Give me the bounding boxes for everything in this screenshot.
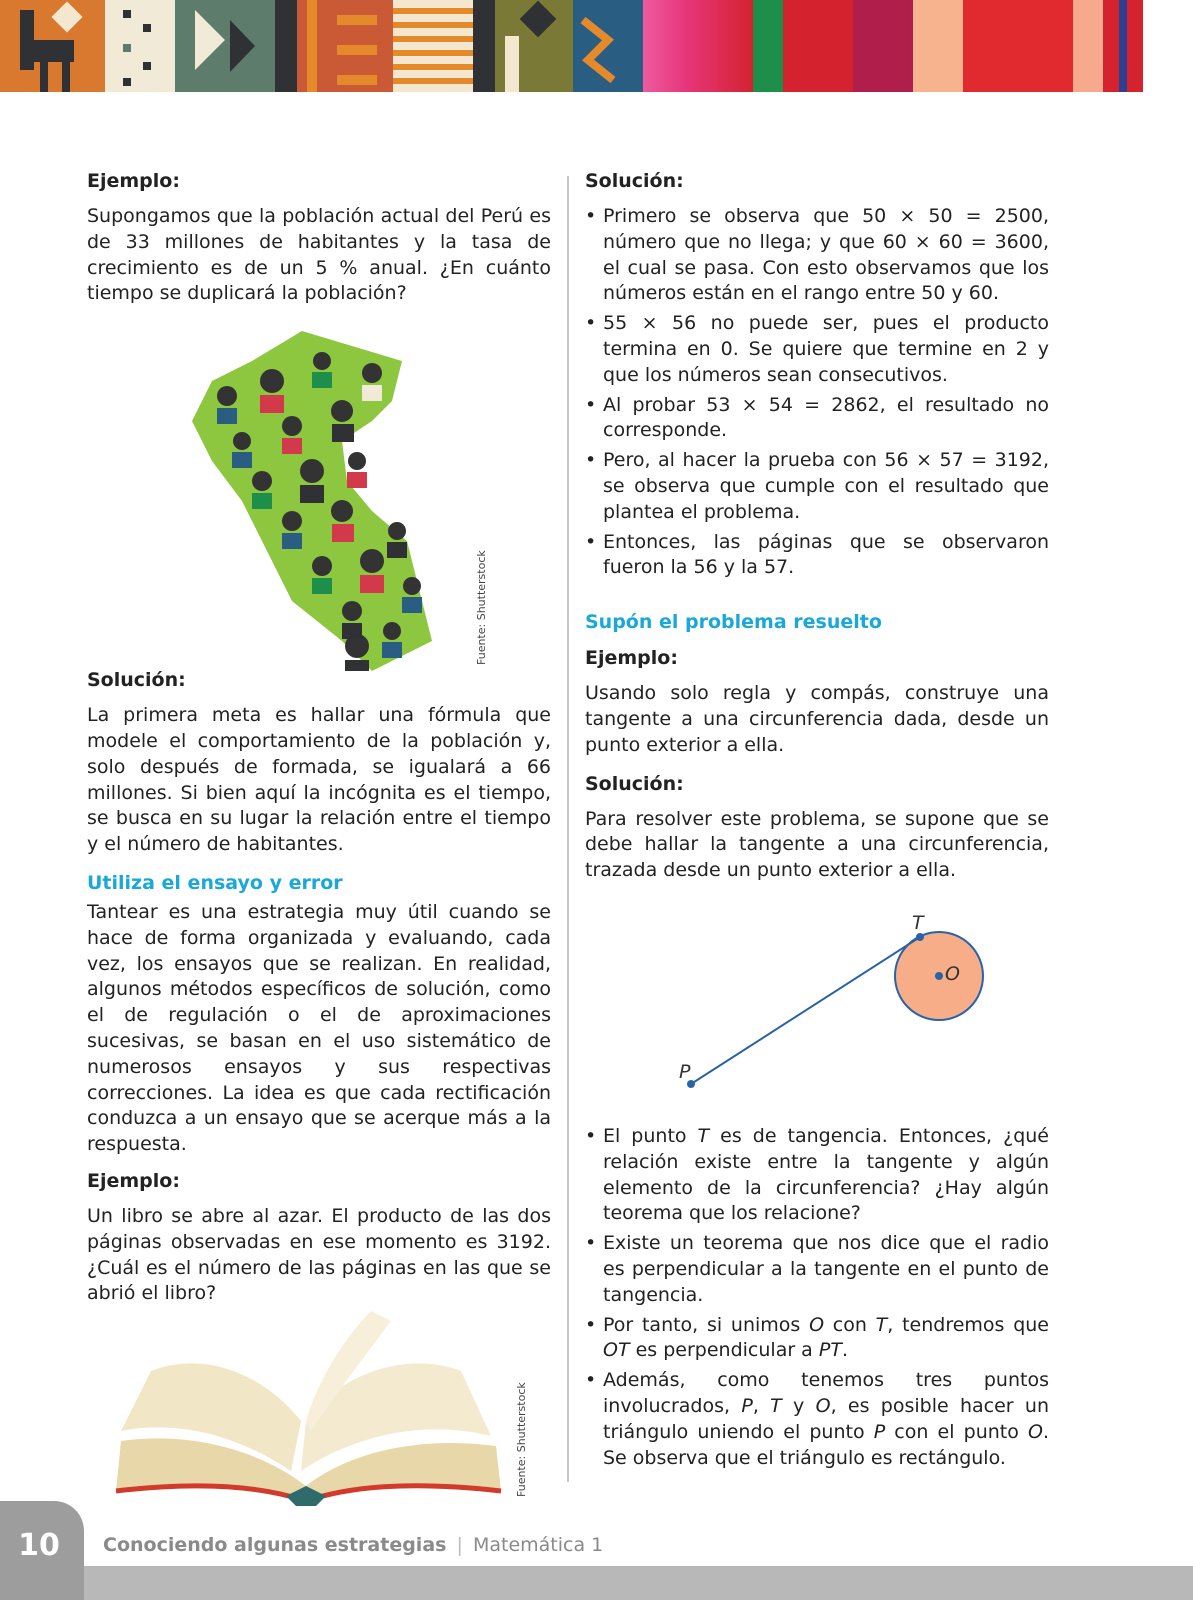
banner-stripe <box>1073 0 1103 92</box>
list-item: • Al probar 53 × 54 = 2862, el resultado no corresponde. <box>585 393 1049 445</box>
image-credit: Fuente: Shutterstock <box>475 550 488 666</box>
example-text: Supongamos que la población actual del Perú es de 33 millones de habitantes y la tasa de crecimiento es de un 5 % anual. ¿En cuánto tiempo se duplicará la población? <box>87 205 551 305</box>
solution-list <box>585 204 1049 581</box>
banner-stripe <box>753 0 783 92</box>
label-P: P <box>679 1060 691 1083</box>
banner-stripe <box>175 0 275 92</box>
footer-bar <box>0 1566 1193 1600</box>
footer-separator: | <box>456 1534 463 1556</box>
column-divider <box>567 176 569 1482</box>
banner-stripe <box>643 0 753 92</box>
right-column <box>585 168 1049 1471</box>
solution-heading: Solución: <box>585 170 684 192</box>
banner-stripe <box>495 0 573 92</box>
example-heading: Ejemplo: <box>585 647 678 670</box>
explanation-list <box>585 1124 1049 1471</box>
banner-stripe <box>393 0 473 92</box>
list-item: • 55 × 56 no puede ser, pues el producto termina en 0. Se quiere que termine en 2 y que los números sean consecutivos. <box>585 311 1049 388</box>
section-title: Supón el problema resuelto <box>585 611 882 634</box>
banner-stripe <box>963 0 1073 92</box>
banner-stripe <box>297 0 393 92</box>
image-credit: Fuente: Shutterstock <box>515 1382 528 1498</box>
list-item: • Por tanto, si unimos O con T, tendremos que OT es perpendicular a PT. <box>585 1313 1049 1365</box>
label-O: O <box>945 962 960 985</box>
example-text: Un libro se abre al azar. El producto de las dos páginas observadas en ese momento es 3192. ¿Cuál es el número de las páginas en las que se abrió el libro? <box>87 1204 551 1305</box>
list-item: • Primero se observa que 50 × 50 = 2500, número que no llega; y que 60 × 60 = 3600, el cual se pasa. Con esto observamos que los números están en el rango entre 50 y 60. <box>585 204 1049 307</box>
page-number: 10 <box>18 1528 60 1563</box>
label-T: T <box>912 911 924 934</box>
section-title: Utiliza el ensayo y error <box>87 871 343 894</box>
banner-stripe <box>473 0 495 92</box>
example-text: Usando solo regla y compás, construye una tangente a una circunferencia dada, desde un punto exterior a ella. <box>585 682 1049 756</box>
banner-stripe <box>1103 0 1143 92</box>
left-column <box>87 168 551 1507</box>
point-T <box>916 933 924 941</box>
banner-stripe <box>0 0 105 92</box>
banner-stripe <box>275 0 297 92</box>
banner-stripe <box>853 0 913 92</box>
solution-text: Para resolver este problema, se supone que se debe hallar la tangente a una circunferencia, trazada desde un punto exterior a ella. <box>585 807 1049 882</box>
solution-heading: Solución: <box>87 669 186 692</box>
list-item: • El punto T es de tangencia. Entonces, ¿qué relación existe entre la tangente y algún elemento de la circunferencia? ¿Hay algún teorema que los relacione? <box>585 1124 1049 1227</box>
open-book-image <box>111 1311 511 1511</box>
tangent-diagram <box>585 884 1049 1124</box>
llama-pattern-icon <box>0 0 105 92</box>
list-item: • Pero, al hacer la prueba con 56 × 57 = 3192, se observa que cumple con el resultado que plantea el problema. <box>585 448 1049 525</box>
solution-text: La primera meta es hallar una fórmula que modele el comportamiento de la población y, solo después de formada, se igualará a 66 millones. Si bien aquí la incógnita es el tiempo, se busca en su lugar la relación entre el tiempo y el número de habitantes. <box>87 704 551 856</box>
list-item: • Entonces, las páginas que se observaron fueron la 56 y la 57. <box>585 530 1049 582</box>
book-title: Matemática 1 <box>472 1534 604 1556</box>
banner-stripe <box>913 0 963 92</box>
decorative-banner <box>0 0 1193 92</box>
chapter-title: Conociendo algunas estrategias <box>103 1534 447 1556</box>
peru-map-figure <box>87 307 551 667</box>
banner-stripe <box>783 0 853 92</box>
list-item: • Existe un teorema que nos dice que el radio es perpendicular a la tangente en el punto de tangencia. <box>585 1231 1049 1308</box>
book-figure <box>87 1307 551 1507</box>
footer-title <box>103 1534 603 1556</box>
peru-population-map-image <box>172 311 472 671</box>
section-text: Tantear es una estrategia muy útil cuando se hace de forma organizada y evaluando, cada vez, los ensayos que se realizan. En realidad, algunos métodos específicos de solución, como el de regulación o el de aproximaciones sucesivas, se basan en el uso sistemático de numerosos ensayos y sus respectivas correcciones. La idea es que cada rectificación conduzca a un ensayo que se acerque más a la respuesta. <box>87 900 551 1156</box>
banner-stripe <box>105 0 175 92</box>
list-item: • Además, como tenemos tres puntos involucrados, P, T y O, es posible hacer un triángulo uniendo el punto P con el punto O. Se observa que el triángulo es rectángulo. <box>585 1368 1049 1471</box>
solution-heading: Solución: <box>585 772 684 795</box>
banner-stripe <box>573 0 643 92</box>
tangent-line <box>691 937 920 1084</box>
example-heading: Ejemplo: <box>87 1169 180 1192</box>
point-O <box>935 972 943 980</box>
example-heading: Ejemplo: <box>87 170 180 192</box>
